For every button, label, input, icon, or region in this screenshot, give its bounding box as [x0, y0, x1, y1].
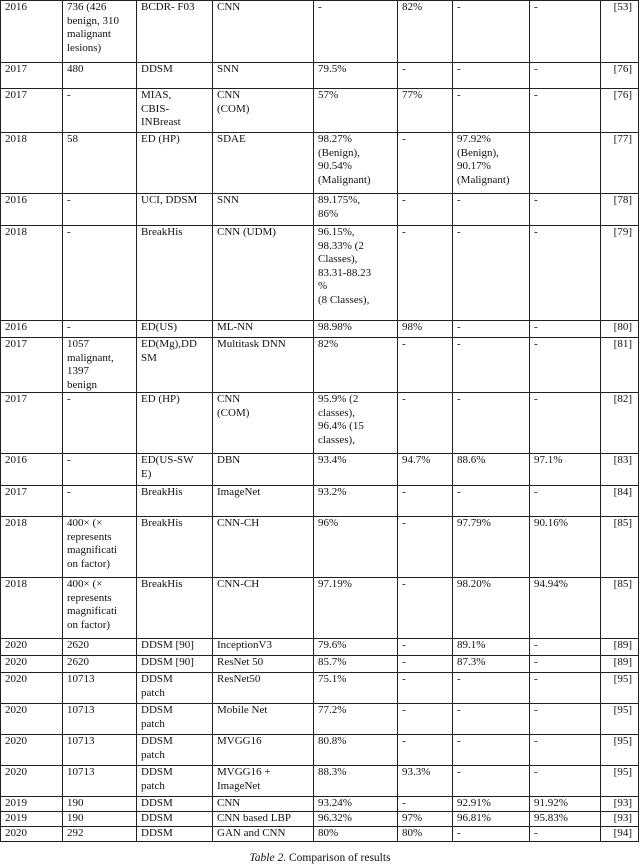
- table-body: [1, 1, 639, 842]
- metric-4-cell: -: [530, 89, 601, 133]
- table-row: [1, 673, 639, 704]
- metric-4-cell: 95.83%: [530, 812, 601, 827]
- metric-3-cell: -: [453, 194, 530, 226]
- table-caption: [0, 852, 640, 865]
- reference-cell: [79]: [601, 226, 639, 321]
- method-cell: ResNet 50: [213, 656, 314, 673]
- metric-1-cell: 88.3%: [314, 766, 398, 797]
- metric-2-cell: 93.3%: [398, 766, 453, 797]
- reference-cell: [76]: [601, 63, 639, 89]
- method-cell: MVGG16: [213, 735, 314, 766]
- method-cell: CNN-CH: [213, 578, 314, 639]
- method-cell: SNN: [213, 194, 314, 226]
- method-cell: DBN: [213, 454, 314, 486]
- dataset-cell: BreakHis: [137, 486, 213, 517]
- table-row: [1, 766, 639, 797]
- reference-cell: [82]: [601, 393, 639, 454]
- metric-1-cell: 75.1%: [314, 673, 398, 704]
- metric-1-cell: 77.2%: [314, 704, 398, 735]
- caption-label: Table 2.: [249, 852, 287, 864]
- metric-1-cell: 98.27% (Benign), 90.54% (Malignant): [314, 133, 398, 194]
- method-cell: CNN (COM): [213, 89, 314, 133]
- method-cell: InceptionV3: [213, 639, 314, 656]
- metric-1-cell: -: [314, 1, 398, 63]
- metric-3-cell: 96.81%: [453, 812, 530, 827]
- sample-size-cell: 190: [63, 797, 137, 812]
- reference-cell: [95]: [601, 704, 639, 735]
- metric-4-cell: [530, 133, 601, 194]
- metric-2-cell: -: [398, 338, 453, 393]
- year-cell: 2016: [1, 1, 63, 63]
- year-cell: 2018: [1, 578, 63, 639]
- metric-2-cell: 98%: [398, 321, 453, 338]
- table-row: [1, 454, 639, 486]
- table-row: [1, 812, 639, 827]
- metric-1-cell: 79.6%: [314, 639, 398, 656]
- table-row: [1, 517, 639, 578]
- dataset-cell: DDSM patch: [137, 735, 213, 766]
- metric-3-cell: -: [453, 338, 530, 393]
- sample-size-cell: 736 (426 benign, 310 malignant lesions): [63, 1, 137, 63]
- metric-4-cell: -: [530, 1, 601, 63]
- table-row: [1, 704, 639, 735]
- sample-size-cell: 292: [63, 827, 137, 842]
- year-cell: 2020: [1, 673, 63, 704]
- reference-cell: [89]: [601, 639, 639, 656]
- year-cell: 2020: [1, 766, 63, 797]
- table-row: [1, 735, 639, 766]
- reference-cell: [85]: [601, 517, 639, 578]
- table-row: [1, 321, 639, 338]
- metric-2-cell: -: [398, 673, 453, 704]
- method-cell: SDAE: [213, 133, 314, 194]
- metric-2-cell: -: [398, 735, 453, 766]
- metric-3-cell: 97.92% (Benign), 90.17% (Malignant): [453, 133, 530, 194]
- year-cell: 2019: [1, 812, 63, 827]
- year-cell: 2020: [1, 639, 63, 656]
- dataset-cell: ED(Mg),DD SM: [137, 338, 213, 393]
- metric-3-cell: 88.6%: [453, 454, 530, 486]
- metric-2-cell: -: [398, 578, 453, 639]
- dataset-cell: ED (HP): [137, 133, 213, 194]
- year-cell: 2016: [1, 321, 63, 338]
- metric-1-cell: 57%: [314, 89, 398, 133]
- sample-size-cell: 190: [63, 812, 137, 827]
- year-cell: 2018: [1, 517, 63, 578]
- dataset-cell: DDSM patch: [137, 704, 213, 735]
- reference-cell: [95]: [601, 735, 639, 766]
- dataset-cell: DDSM patch: [137, 673, 213, 704]
- metric-1-cell: 93.4%: [314, 454, 398, 486]
- metric-2-cell: -: [398, 63, 453, 89]
- metric-2-cell: -: [398, 133, 453, 194]
- metric-3-cell: -: [453, 321, 530, 338]
- reference-cell: [89]: [601, 656, 639, 673]
- method-cell: ML-NN: [213, 321, 314, 338]
- reference-cell: [94]: [601, 827, 639, 842]
- metric-2-cell: 80%: [398, 827, 453, 842]
- year-cell: 2020: [1, 827, 63, 842]
- method-cell: ImageNet: [213, 486, 314, 517]
- sample-size-cell: -: [63, 194, 137, 226]
- sample-size-cell: 10713: [63, 735, 137, 766]
- metric-2-cell: -: [398, 393, 453, 454]
- dataset-cell: BreakHis: [137, 226, 213, 321]
- dataset-cell: MIAS, CBIS- INBreast: [137, 89, 213, 133]
- table-row: [1, 639, 639, 656]
- reference-cell: [76]: [601, 89, 639, 133]
- reference-cell: [95]: [601, 766, 639, 797]
- metric-1-cell: 98.98%: [314, 321, 398, 338]
- sample-size-cell: 400× (× represents magnificati on factor): [63, 517, 137, 578]
- metric-2-cell: -: [398, 194, 453, 226]
- metric-3-cell: -: [453, 766, 530, 797]
- table-row: [1, 226, 639, 321]
- dataset-cell: BCDR- F03: [137, 1, 213, 63]
- metric-3-cell: -: [453, 89, 530, 133]
- metric-3-cell: 98.20%: [453, 578, 530, 639]
- metric-2-cell: -: [398, 639, 453, 656]
- metric-1-cell: 89.175%, 86%: [314, 194, 398, 226]
- metric-4-cell: 97.1%: [530, 454, 601, 486]
- metric-2-cell: -: [398, 517, 453, 578]
- metric-4-cell: -: [530, 321, 601, 338]
- dataset-cell: ED (HP): [137, 393, 213, 454]
- year-cell: 2017: [1, 89, 63, 133]
- dataset-cell: DDSM: [137, 797, 213, 812]
- dataset-cell: BreakHis: [137, 578, 213, 639]
- sample-size-cell: -: [63, 226, 137, 321]
- table-row: [1, 393, 639, 454]
- year-cell: 2018: [1, 226, 63, 321]
- table-row: [1, 133, 639, 194]
- dataset-cell: DDSM [90]: [137, 639, 213, 656]
- sample-size-cell: 2620: [63, 656, 137, 673]
- year-cell: 2017: [1, 338, 63, 393]
- year-cell: 2020: [1, 704, 63, 735]
- metric-3-cell: 97.79%: [453, 517, 530, 578]
- dataset-cell: BreakHis: [137, 517, 213, 578]
- metric-1-cell: 96.15%, 98.33% (2 Classes), 83.31-88.23 % (8 Classes),: [314, 226, 398, 321]
- sample-size-cell: 10713: [63, 766, 137, 797]
- sample-size-cell: -: [63, 89, 137, 133]
- sample-size-cell: 10713: [63, 673, 137, 704]
- metric-4-cell: -: [530, 827, 601, 842]
- metric-2-cell: -: [398, 486, 453, 517]
- metric-3-cell: -: [453, 735, 530, 766]
- sample-size-cell: 480: [63, 63, 137, 89]
- reference-cell: [53]: [601, 1, 639, 63]
- metric-4-cell: -: [530, 194, 601, 226]
- method-cell: Mobile Net: [213, 704, 314, 735]
- table-row: [1, 656, 639, 673]
- year-cell: 2020: [1, 656, 63, 673]
- year-cell: 2017: [1, 63, 63, 89]
- dataset-cell: DDSM: [137, 812, 213, 827]
- sample-size-cell: 1057 malignant, 1397 benign: [63, 338, 137, 393]
- dataset-cell: ED(US): [137, 321, 213, 338]
- metric-1-cell: 79.5%: [314, 63, 398, 89]
- metric-3-cell: -: [453, 63, 530, 89]
- metric-1-cell: 85.7%: [314, 656, 398, 673]
- method-cell: CNN (COM): [213, 393, 314, 454]
- table-row: [1, 1, 639, 63]
- metric-1-cell: 96.32%: [314, 812, 398, 827]
- metric-4-cell: -: [530, 226, 601, 321]
- method-cell: CNN: [213, 797, 314, 812]
- reference-cell: [84]: [601, 486, 639, 517]
- sample-size-cell: -: [63, 486, 137, 517]
- metric-4-cell: -: [530, 735, 601, 766]
- reference-cell: [80]: [601, 321, 639, 338]
- metric-1-cell: 93.2%: [314, 486, 398, 517]
- table-row: [1, 578, 639, 639]
- method-cell: CNN based LBP: [213, 812, 314, 827]
- metric-2-cell: 77%: [398, 89, 453, 133]
- reference-cell: [81]: [601, 338, 639, 393]
- metric-1-cell: 96%: [314, 517, 398, 578]
- metric-3-cell: -: [453, 226, 530, 321]
- metric-3-cell: 87.3%: [453, 656, 530, 673]
- metric-1-cell: 80%: [314, 827, 398, 842]
- metric-2-cell: 82%: [398, 1, 453, 63]
- metric-4-cell: 94.94%: [530, 578, 601, 639]
- table-row: [1, 797, 639, 812]
- reference-cell: [77]: [601, 133, 639, 194]
- metric-1-cell: 97.19%: [314, 578, 398, 639]
- year-cell: 2019: [1, 797, 63, 812]
- metric-4-cell: -: [530, 704, 601, 735]
- dataset-cell: DDSM patch: [137, 766, 213, 797]
- metric-3-cell: -: [453, 393, 530, 454]
- metric-3-cell: 92.91%: [453, 797, 530, 812]
- reference-cell: [83]: [601, 454, 639, 486]
- reference-cell: [93]: [601, 812, 639, 827]
- year-cell: 2017: [1, 393, 63, 454]
- metric-4-cell: -: [530, 486, 601, 517]
- metric-3-cell: -: [453, 827, 530, 842]
- sample-size-cell: -: [63, 454, 137, 486]
- method-cell: SNN: [213, 63, 314, 89]
- year-cell: 2018: [1, 133, 63, 194]
- method-cell: CNN-CH: [213, 517, 314, 578]
- metric-2-cell: 94.7%: [398, 454, 453, 486]
- metric-3-cell: -: [453, 486, 530, 517]
- table-row: [1, 194, 639, 226]
- method-cell: CNN (UDM): [213, 226, 314, 321]
- metric-4-cell: -: [530, 766, 601, 797]
- metric-2-cell: 97%: [398, 812, 453, 827]
- method-cell: MVGG16 + ImageNet: [213, 766, 314, 797]
- caption-text: Comparison of results: [286, 852, 391, 864]
- metric-1-cell: 80.8%: [314, 735, 398, 766]
- metric-4-cell: -: [530, 338, 601, 393]
- reference-cell: [85]: [601, 578, 639, 639]
- sample-size-cell: 58: [63, 133, 137, 194]
- metric-2-cell: -: [398, 656, 453, 673]
- dataset-cell: DDSM: [137, 63, 213, 89]
- metric-3-cell: -: [453, 1, 530, 63]
- metric-1-cell: 93.24%: [314, 797, 398, 812]
- metric-3-cell: -: [453, 673, 530, 704]
- metric-4-cell: -: [530, 673, 601, 704]
- table-row: [1, 89, 639, 133]
- table-row: [1, 338, 639, 393]
- reference-cell: [93]: [601, 797, 639, 812]
- table-row: [1, 63, 639, 89]
- dataset-cell: ED(US-SW E): [137, 454, 213, 486]
- metric-2-cell: -: [398, 797, 453, 812]
- metric-4-cell: 90.16%: [530, 517, 601, 578]
- sample-size-cell: 400× (× represents magnificati on factor): [63, 578, 137, 639]
- dataset-cell: DDSM [90]: [137, 656, 213, 673]
- metric-3-cell: -: [453, 704, 530, 735]
- method-cell: ResNet50: [213, 673, 314, 704]
- metric-2-cell: -: [398, 704, 453, 735]
- reference-cell: [78]: [601, 194, 639, 226]
- method-cell: CNN: [213, 1, 314, 63]
- year-cell: 2017: [1, 486, 63, 517]
- metric-1-cell: 82%: [314, 338, 398, 393]
- metric-4-cell: -: [530, 656, 601, 673]
- table-row: [1, 827, 639, 842]
- metric-4-cell: -: [530, 639, 601, 656]
- sample-size-cell: 10713: [63, 704, 137, 735]
- year-cell: 2016: [1, 194, 63, 226]
- dataset-cell: UCI, DDSM: [137, 194, 213, 226]
- method-cell: Multitask DNN: [213, 338, 314, 393]
- metric-4-cell: -: [530, 63, 601, 89]
- year-cell: 2020: [1, 735, 63, 766]
- sample-size-cell: 2620: [63, 639, 137, 656]
- metric-2-cell: -: [398, 226, 453, 321]
- sample-size-cell: -: [63, 321, 137, 338]
- table-row: [1, 486, 639, 517]
- metric-1-cell: 95.9% (2 classes), 96.4% (15 classes),: [314, 393, 398, 454]
- metric-4-cell: -: [530, 393, 601, 454]
- sample-size-cell: -: [63, 393, 137, 454]
- metric-3-cell: 89.1%: [453, 639, 530, 656]
- year-cell: 2016: [1, 454, 63, 486]
- reference-cell: [95]: [601, 673, 639, 704]
- metric-4-cell: 91.92%: [530, 797, 601, 812]
- dataset-cell: DDSM: [137, 827, 213, 842]
- method-cell: GAN and CNN: [213, 827, 314, 842]
